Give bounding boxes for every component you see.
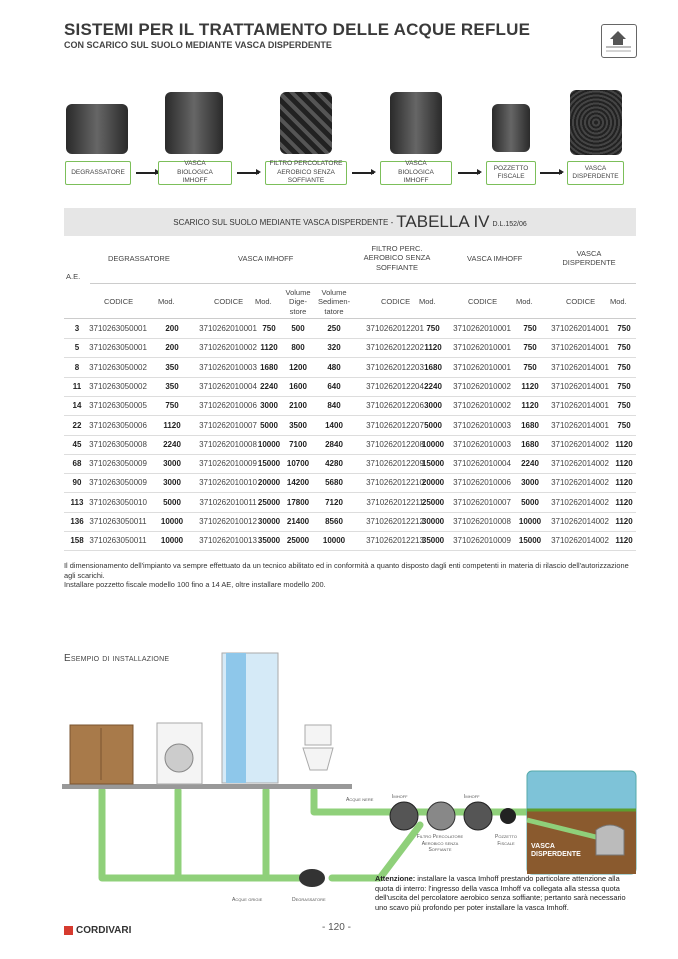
table-cell: 15000 bbox=[518, 536, 542, 546]
table-cell: 30000 bbox=[257, 517, 281, 526]
attention-note bbox=[375, 874, 640, 913]
ae-header: A.E. bbox=[66, 272, 81, 281]
label-degrassatore: Degrassatore bbox=[292, 897, 326, 903]
table-cell: 10000 bbox=[160, 536, 184, 546]
column-header: Volume Dige-store bbox=[285, 288, 311, 316]
table-cell: 3710262014002 bbox=[551, 536, 609, 546]
imhoff-image-2 bbox=[390, 92, 442, 154]
table-cell: 3710263050010 bbox=[89, 497, 147, 507]
group-filtro: FILTRO PERC. AEROBICO SENZA SOFFIANTE bbox=[363, 244, 431, 272]
table-cell: 2240 bbox=[424, 381, 442, 391]
table-cell: 3000 bbox=[163, 459, 181, 469]
table-cell: 3710262010001 bbox=[199, 324, 257, 333]
table-cell: 3710263050011 bbox=[89, 536, 147, 546]
label-acque-grigie: Acque grigie bbox=[232, 897, 263, 903]
table-cell: 25000 bbox=[421, 497, 445, 507]
group-vasca: VASCA DISPERDENTE bbox=[562, 249, 616, 268]
table-cell: 3710263050011 bbox=[89, 517, 147, 526]
table-cell: 3710262010007 bbox=[199, 420, 257, 430]
column-header: Mod. bbox=[610, 297, 627, 306]
table-cell: 1680 bbox=[260, 362, 278, 372]
table-cell: 10700 bbox=[286, 459, 310, 469]
page-subtitle: CON SCARICO SUL SUOLO MEDIANTE VASCA DISPERDENTE bbox=[64, 40, 332, 50]
table-cell: 1120 bbox=[521, 401, 539, 411]
table-cell: 2100 bbox=[289, 401, 307, 411]
table-cell: 3710262014001 bbox=[551, 420, 609, 430]
table-cell: 3710262010001 bbox=[453, 343, 511, 353]
table-cell: 1120 bbox=[260, 343, 278, 353]
table-cell: 3710262010004 bbox=[199, 381, 257, 391]
table-row bbox=[64, 320, 636, 339]
table-cell: 350 bbox=[165, 362, 179, 372]
house-icon bbox=[601, 24, 637, 58]
ae-cell: 3 bbox=[74, 324, 80, 333]
column-header: CODICE bbox=[381, 297, 411, 306]
degrassatore-icon bbox=[299, 869, 325, 887]
attention-label: Attenzione: bbox=[375, 874, 416, 883]
table-cell: 3710262014001 bbox=[551, 401, 609, 411]
table-cell: 3000 bbox=[163, 478, 181, 488]
table-cell: 3710263050005 bbox=[89, 401, 147, 411]
label-acque-nere: Acque nere bbox=[346, 797, 374, 803]
table-title bbox=[64, 208, 636, 236]
table-cell: 1680 bbox=[521, 420, 539, 430]
table-cell: 1120 bbox=[615, 459, 633, 469]
table-row bbox=[64, 339, 636, 358]
table-cell: 3710262012204 bbox=[366, 381, 424, 391]
table-cell: 3710262010003 bbox=[453, 420, 511, 430]
note-2: Installare pozzetto fiscale modello 100 fino a 14 AE, oltre installare modello 200. bbox=[64, 580, 326, 590]
table-cell: 1200 bbox=[289, 362, 307, 372]
table-cell: 5000 bbox=[521, 497, 539, 507]
table-cell: 3710262010004 bbox=[453, 459, 511, 469]
table-cell: 3710262010002 bbox=[453, 381, 511, 391]
install-title: Esempio di installazione bbox=[64, 653, 170, 664]
table-cell: 750 bbox=[165, 401, 179, 411]
filtro-tank-icon bbox=[427, 802, 455, 830]
table-cell: 2240 bbox=[163, 439, 181, 449]
disperdente-tank-icon bbox=[596, 825, 624, 855]
table-cell: 3710262010009 bbox=[199, 459, 257, 469]
table-cell: 3710262010006 bbox=[453, 478, 511, 488]
flow-vasca-disperdente: VASCA DISPERDENTE bbox=[567, 161, 624, 185]
table-cell: 750 bbox=[426, 324, 440, 333]
table-cell: 15000 bbox=[421, 459, 445, 469]
table-cell: 14200 bbox=[286, 478, 310, 488]
label-imhoff-2: Imhoff bbox=[464, 794, 480, 800]
table-title-law: D.L.152/06 bbox=[492, 221, 527, 228]
table-title-text: SCARICO SUL SUOLO MEDIANTE VASCA DISPERDENTE - bbox=[173, 217, 394, 227]
note-1: Il dimensionamento dell'impianto va sempre effettuato da un tecnico abilitato ed in conformità a quanto disposto dagli enti competenti in materia di rilascio dell'autorizzazione agli scarichi. bbox=[64, 561, 629, 580]
table-cell: 3710262014002 bbox=[551, 497, 609, 507]
table-cell: 1120 bbox=[615, 497, 633, 507]
column-header: Mod. bbox=[255, 297, 272, 306]
table-cell: 3710263050002 bbox=[89, 362, 147, 372]
table-cell: 2840 bbox=[325, 439, 343, 449]
table-row bbox=[64, 359, 636, 378]
table-cell: 20000 bbox=[257, 478, 281, 488]
table-cell: 3710262014001 bbox=[551, 324, 609, 333]
label-vasca-disperdente: VASCA DISPERDENTE bbox=[531, 843, 581, 859]
table-cell: 10000 bbox=[257, 439, 281, 449]
table-cell: 750 bbox=[617, 343, 631, 353]
table-cell: 3710262012211 bbox=[366, 497, 424, 507]
table-row bbox=[64, 513, 636, 532]
pozzetto-icon bbox=[500, 808, 516, 824]
table-cell: 3710262010008 bbox=[199, 439, 257, 449]
table-cell: 1120 bbox=[615, 478, 633, 488]
table-cell: 200 bbox=[165, 324, 179, 333]
attention-text: installare la vasca Imhoff prestando particolare attenzione alla quota di interro: l'ingresso della vasca Imhoff va collegata alla stessa quota dell'uscita del percolatore aerobico senza soffiante; pertanto sarà necessario uno scavo più profondo per poter installare la vasca Imhoff. bbox=[375, 874, 626, 912]
table-cell: 3710262014002 bbox=[551, 517, 609, 526]
table-cell: 3710262010001 bbox=[453, 324, 511, 333]
table-notes bbox=[64, 561, 639, 590]
label-filtro: Filtro Percolatore Aerobico senza Soffiante bbox=[416, 834, 464, 853]
table-cell: 3710262010011 bbox=[199, 497, 257, 507]
table-cell: 1120 bbox=[521, 381, 539, 391]
group-imhoff-2: VASCA IMHOFF bbox=[467, 254, 523, 263]
table-cell: 3710263050009 bbox=[89, 478, 147, 488]
table-row bbox=[64, 417, 636, 436]
table-cell: 7120 bbox=[325, 497, 343, 507]
ae-cell: 22 bbox=[72, 420, 82, 430]
imhoff-tank-icon bbox=[390, 802, 418, 830]
table-cell: 1120 bbox=[163, 420, 181, 430]
table-cell: 3710263050001 bbox=[89, 324, 147, 333]
ae-cell: 5 bbox=[74, 343, 80, 353]
table-cell: 800 bbox=[291, 343, 305, 353]
table-cell: 1400 bbox=[325, 420, 343, 430]
table-cell: 3710262010001 bbox=[453, 362, 511, 372]
table-cell: 350 bbox=[165, 381, 179, 391]
table-cell: 3710262014001 bbox=[551, 381, 609, 391]
flow-imhoff-2: VASCA BIOLOGICA IMHOFF bbox=[380, 161, 452, 185]
table-cell: 3710262014002 bbox=[551, 439, 609, 449]
table-cell: 3710262012206 bbox=[366, 401, 424, 411]
table-cell: 21400 bbox=[286, 517, 310, 526]
column-header: Mod. bbox=[419, 297, 436, 306]
table-row bbox=[64, 494, 636, 513]
table-cell: 750 bbox=[617, 324, 631, 333]
table-cell: 35000 bbox=[257, 536, 281, 546]
flow-filtro: FILTRO PERCOLATORE AEROBICO SENZA SOFFIANTE bbox=[265, 161, 347, 185]
table-row bbox=[64, 397, 636, 416]
degrassatore-image bbox=[66, 104, 128, 154]
imhoff-tank-icon-2 bbox=[464, 802, 492, 830]
flow-pozzetto: POZZETTO FISCALE bbox=[486, 161, 536, 185]
table-cell: 5680 bbox=[325, 478, 343, 488]
group-degrassatore: DEGRASSATORE bbox=[108, 254, 170, 263]
table-cell: 3710262014002 bbox=[551, 459, 609, 469]
table-cell: 750 bbox=[617, 381, 631, 391]
pozzetto-image bbox=[492, 104, 530, 152]
table-cell: 750 bbox=[617, 420, 631, 430]
table-row bbox=[64, 378, 636, 397]
page-title: SISTEMI PER IL TRATTAMENTO DELLE ACQUE REFLUE bbox=[64, 20, 531, 39]
table-cell: 840 bbox=[327, 401, 341, 411]
filtro-image bbox=[280, 92, 332, 154]
table-cell: 5000 bbox=[260, 420, 278, 430]
flow-degrassatore: DEGRASSATORE bbox=[65, 161, 131, 185]
table-cell: 1120 bbox=[615, 517, 633, 526]
brand-mark-icon bbox=[64, 926, 73, 935]
brand-logo bbox=[64, 925, 131, 936]
table-cell: 1120 bbox=[615, 439, 633, 449]
table-cell: 10000 bbox=[160, 517, 184, 526]
table-cell: 3710262010009 bbox=[453, 536, 511, 546]
table-cell: 3000 bbox=[424, 401, 442, 411]
table-cell: 2240 bbox=[521, 459, 539, 469]
ae-cell: 136 bbox=[70, 517, 84, 526]
column-header: Volume Sedimen-tatore bbox=[318, 288, 351, 316]
table-cell: 5000 bbox=[424, 420, 442, 430]
table-cell: 10000 bbox=[421, 439, 445, 449]
table-cell: 3710262010003 bbox=[199, 362, 257, 372]
table-cell: 3710262012202 bbox=[366, 343, 424, 353]
table-row bbox=[64, 455, 636, 474]
table-cell: 3710262010006 bbox=[199, 401, 257, 411]
table-cell: 3710262012203 bbox=[366, 362, 424, 372]
table-cell: 1600 bbox=[289, 381, 307, 391]
table-cell: 3000 bbox=[521, 478, 539, 488]
table-cell: 3710262010003 bbox=[453, 439, 511, 449]
table-cell: 500 bbox=[291, 324, 305, 333]
table-cell: 480 bbox=[327, 362, 341, 372]
table-cell: 3710262014002 bbox=[551, 478, 609, 488]
table-cell: 3710262012208 bbox=[366, 439, 424, 449]
table-cell: 750 bbox=[617, 401, 631, 411]
table-cell: 3710262014001 bbox=[551, 343, 609, 353]
table-cell: 640 bbox=[327, 381, 341, 391]
table-cell: 200 bbox=[165, 343, 179, 353]
brand-name: CORDIVARI bbox=[76, 925, 132, 936]
vasca-disperdente-image bbox=[570, 90, 622, 155]
table-cell: 3710263050009 bbox=[89, 459, 147, 469]
table-cell: 750 bbox=[262, 324, 276, 333]
table-cell: 5000 bbox=[163, 497, 181, 507]
ae-cell: 11 bbox=[72, 381, 82, 391]
table-cell: 3710262010008 bbox=[453, 517, 511, 526]
table-cell: 3710262010013 bbox=[199, 536, 257, 546]
table-cell: 250 bbox=[327, 324, 341, 333]
table-cell: 1680 bbox=[521, 439, 539, 449]
table-row bbox=[64, 436, 636, 455]
table-row bbox=[64, 532, 636, 551]
imhoff-image bbox=[165, 92, 223, 154]
ae-cell: 68 bbox=[72, 459, 82, 469]
table-cell: 17800 bbox=[286, 497, 310, 507]
table-cell: 3710262010002 bbox=[453, 401, 511, 411]
table-cell: 750 bbox=[523, 362, 537, 372]
table-cell: 1680 bbox=[424, 362, 442, 372]
table-cell: 3710263050001 bbox=[89, 343, 147, 353]
table-cell: 4280 bbox=[325, 459, 343, 469]
table-cell: 320 bbox=[327, 343, 341, 353]
table-cell: 3710262012213 bbox=[366, 536, 424, 546]
ae-cell: 45 bbox=[72, 439, 82, 449]
column-header: CODICE bbox=[214, 297, 244, 306]
table-cell: 10000 bbox=[322, 536, 346, 546]
table-cell: 3500 bbox=[289, 420, 307, 430]
table-cell: 750 bbox=[523, 324, 537, 333]
table-cell: 750 bbox=[523, 343, 537, 353]
table-cell: 750 bbox=[617, 362, 631, 372]
ae-cell: 113 bbox=[70, 497, 84, 507]
table-cell: 3710262012201 bbox=[366, 324, 424, 333]
table-cell: 3710262010007 bbox=[453, 497, 511, 507]
column-header: CODICE bbox=[468, 297, 498, 306]
table-cell: 25000 bbox=[257, 497, 281, 507]
table-cell: 20000 bbox=[421, 478, 445, 488]
table-cell: 3710263050008 bbox=[89, 439, 147, 449]
page-number: - 120 - bbox=[322, 922, 351, 933]
flow-imhoff: VASCA BIOLOGICA IMHOFF bbox=[158, 161, 232, 185]
table-cell: 1120 bbox=[424, 343, 442, 353]
ae-cell: 158 bbox=[70, 536, 84, 546]
column-header: Mod. bbox=[158, 297, 175, 306]
table-cell: 3710262010012 bbox=[199, 517, 257, 526]
table-cell: 3710262014001 bbox=[551, 362, 609, 372]
ae-cell: 14 bbox=[72, 401, 82, 411]
table-cell: 3710262012212 bbox=[366, 517, 424, 526]
table-cell: 8560 bbox=[325, 517, 343, 526]
table-row bbox=[64, 474, 636, 493]
column-header: CODICE bbox=[104, 297, 134, 306]
table-cell: 15000 bbox=[257, 459, 281, 469]
table-cell: 30000 bbox=[421, 517, 445, 526]
group-imhoff: VASCA IMHOFF bbox=[238, 254, 294, 263]
ae-cell: 8 bbox=[74, 362, 80, 372]
table-cell: 3710262012210 bbox=[366, 478, 424, 488]
table-cell: 3710262010002 bbox=[199, 343, 257, 353]
table-cell: 3710262012209 bbox=[366, 459, 424, 469]
table-cell: 7100 bbox=[289, 439, 307, 449]
table-cell: 3710262010010 bbox=[199, 478, 257, 488]
table-cell: 3000 bbox=[260, 401, 278, 411]
label-imhoff: Imhoff bbox=[392, 794, 408, 800]
ae-cell: 90 bbox=[72, 478, 82, 488]
table-cell: 35000 bbox=[421, 536, 445, 546]
table-cell: 1120 bbox=[615, 536, 633, 546]
floor bbox=[62, 784, 352, 789]
label-pozzetto: Pozzetto Fiscale bbox=[495, 834, 517, 847]
table-cell: 3710263050002 bbox=[89, 381, 147, 391]
toilet-icon bbox=[305, 725, 331, 745]
table-cell: 10000 bbox=[518, 517, 542, 526]
column-header: CODICE bbox=[566, 297, 596, 306]
column-header: Mod. bbox=[516, 297, 533, 306]
table-title-big: TABELLA IV bbox=[396, 212, 490, 231]
table-cell: 3710262012207 bbox=[366, 420, 424, 430]
table-cell: 25000 bbox=[286, 536, 310, 546]
table-cell: 2240 bbox=[260, 381, 278, 391]
table-cell: 3710263050006 bbox=[89, 420, 147, 430]
